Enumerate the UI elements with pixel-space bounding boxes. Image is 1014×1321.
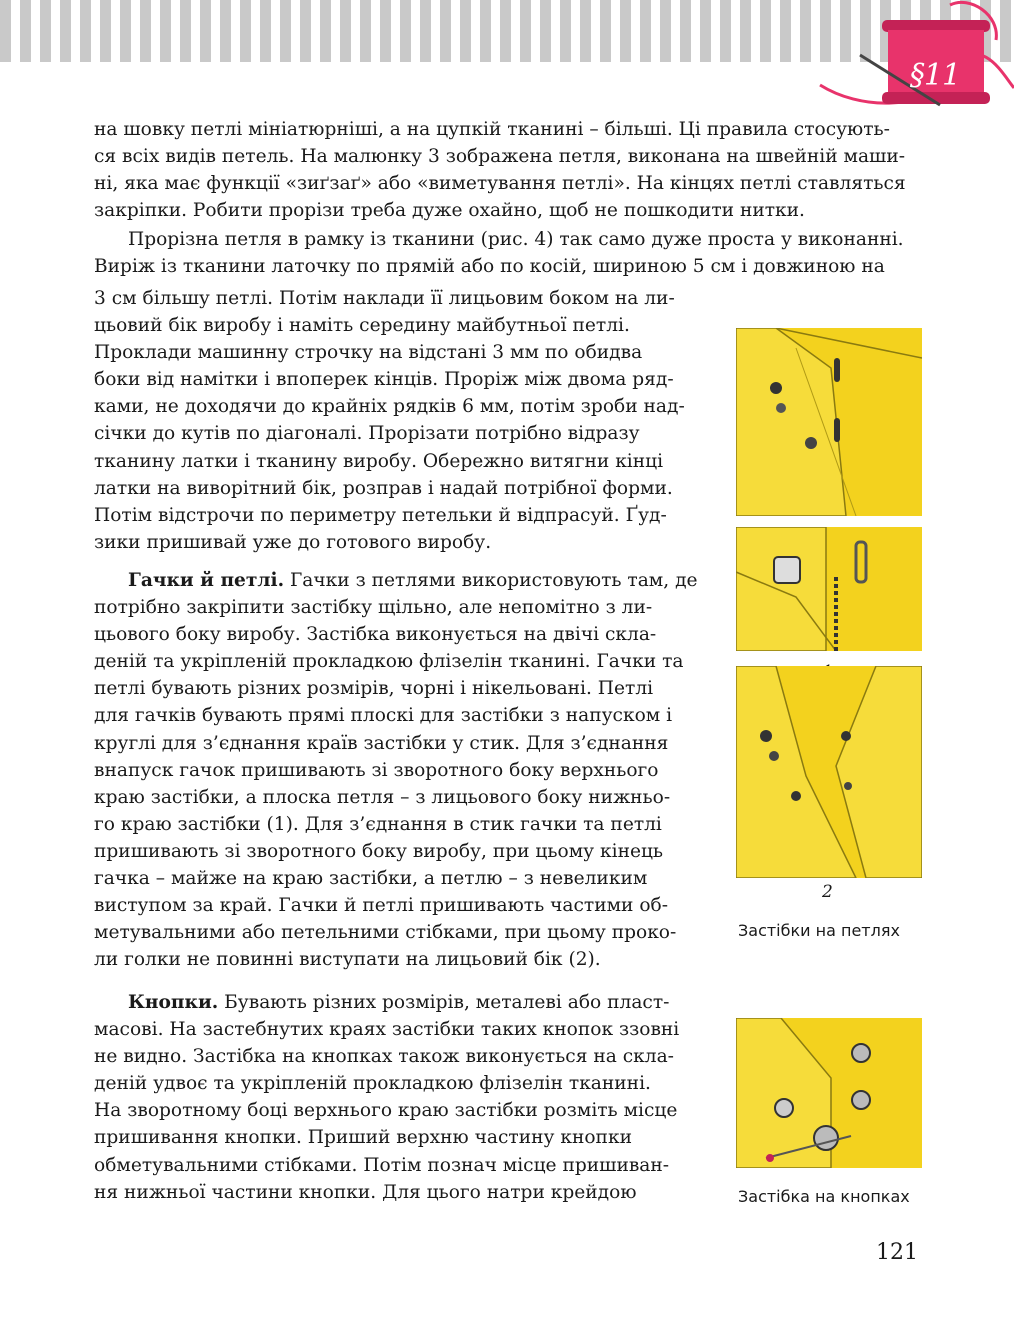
text-line: зики пришивай уже до готового виробу.	[94, 531, 492, 553]
hook-loop-figure-detail	[736, 527, 922, 651]
figure-number-2: 2	[822, 882, 833, 902]
text-line: для гачків бувають прямі плоскі для застібки з напуском і	[94, 705, 673, 727]
text-line: метувальними або петельними стібками, при цьому проко-	[94, 922, 677, 944]
text-fragment: Бувають різних розмірів, металеві або пласт-	[218, 992, 670, 1013]
hook-loop-figure-edge	[736, 666, 922, 878]
text-line: го краю застібки (1). Для з’єднання в стик гачки та петлі	[94, 813, 662, 835]
snap-button-figure	[736, 1018, 922, 1168]
text-line: масові. На застебнутих краях застібки таких кнопок ззовні	[94, 1019, 680, 1041]
text-line: цьового боку виробу. Застібка виконується на двічі скла-	[94, 624, 657, 646]
text-line: Прорізна петля в рамку із тканини (рис. 4) так само дуже проста у виконанні.	[128, 229, 904, 250]
text-line: на шовку петлі мініатюрніші, а на цупкій тканині – більші. Ці правила стосують-	[94, 119, 890, 140]
text-line: обметувальними стібками. Потім познач місце пришиван-	[94, 1154, 670, 1176]
paragraph-hooks	[94, 567, 700, 973]
text-line: деній удвоє та укріпленій прокладкою флізелін тканині.	[94, 1073, 651, 1095]
text-line: Проклади машинну строчку на відстані 3 мм по обидва	[94, 342, 643, 364]
paragraph-title: Гачки й петлі.	[128, 570, 285, 591]
text-line	[94, 989, 700, 1016]
section-label: §11	[909, 58, 961, 93]
text-line: січки до кутів по діагоналі. Прорізати потрібно відразу	[94, 423, 640, 445]
text-line: цьовий бік виробу і наміть середину майбутньої петлі.	[94, 315, 630, 337]
text-line: На зворотному боці верхнього краю застібки розміть місце	[94, 1100, 678, 1122]
text-line: ся всіх видів петель. На малюнку 3 зображена петля, виконана на швейній маши-	[94, 146, 906, 168]
text-line: закріпки. Робити прорізи треба дуже охайно, щоб не пошкодити нитки.	[94, 200, 805, 222]
text-line: не видно. Застібка на кнопках також виконується на скла-	[94, 1046, 674, 1068]
paragraph-snaps	[94, 989, 700, 1206]
text-fragment: Гачки з петлями використовують там, де	[284, 570, 698, 591]
page-number: 121	[876, 1240, 918, 1265]
caption-hooks-loops: Застібки на петлях	[738, 921, 900, 940]
text-line	[94, 567, 700, 594]
text-line: ли голки не повинні виступати на лицьовий бік (2).	[94, 949, 601, 971]
text-line: краю застібки, а плоска петля – з лицьового боку нижньо-	[94, 786, 671, 808]
text-line: Потім відстрочи по периметру петельки й відпрасуй. Ґуд-	[94, 504, 667, 526]
text-line: гачка – майже на краю застібки, а петлю – з невеликим	[94, 868, 648, 890]
text-line: ками, не доходячи до крайніх рядків 6 мм, потім зроби над-	[94, 396, 685, 418]
text-line: потрібно закріпити застібку щільно, але непомітно з ли-	[94, 597, 653, 619]
text-line: 3 см більшу петлі. Потім наклади її лицьовим боком на ли-	[94, 288, 675, 309]
text-line: деній та укріпленій прокладкою флізелін тканині. Гачки та	[94, 651, 684, 673]
paragraph-title: Кнопки.	[128, 992, 219, 1013]
paragraph-2-continued	[94, 285, 700, 556]
hook-loop-figure-collar	[736, 328, 922, 516]
paragraph-2	[94, 226, 922, 280]
text-line: круглі для з’єднання країв застібки у стик. Для з’єднання	[94, 732, 669, 754]
text-line: ня нижньої частини кнопки. Для цього натри крейдою	[94, 1181, 637, 1203]
text-line: петлі бувають різних розмірів, чорні і нікельовані. Петлі	[94, 678, 654, 700]
text-line: внапуск гачок пришивають зі зворотного боку верхнього	[94, 759, 659, 781]
text-line: латки на виворітний бік, розправ і надай потрібної форми.	[94, 477, 673, 499]
caption-snaps: Застібка на кнопках	[738, 1187, 910, 1206]
text-line: пришивання кнопки. Приший верхню частину кнопки	[94, 1127, 632, 1149]
paragraph-1	[94, 116, 922, 224]
text-line: тканину латки і тканину виробу. Обережно витягни кінці	[94, 450, 664, 472]
text-line: боки від намітки і впоперек кінців. Проріж між двома ряд-	[94, 369, 674, 391]
text-line: пришивають зі зворотного боку виробу, при цьому кінець	[94, 840, 664, 862]
text-line: Виріж із тканини латочку по прямій або по косій, шириною 5 см і довжиною на	[94, 256, 885, 278]
text-line: виступом за край. Гачки й петлі пришивають частими об-	[94, 895, 669, 917]
text-line: ні, яка має функції «зиґзаґ» або «виметування петлі». На кінцях петлі ставляться	[94, 173, 906, 195]
